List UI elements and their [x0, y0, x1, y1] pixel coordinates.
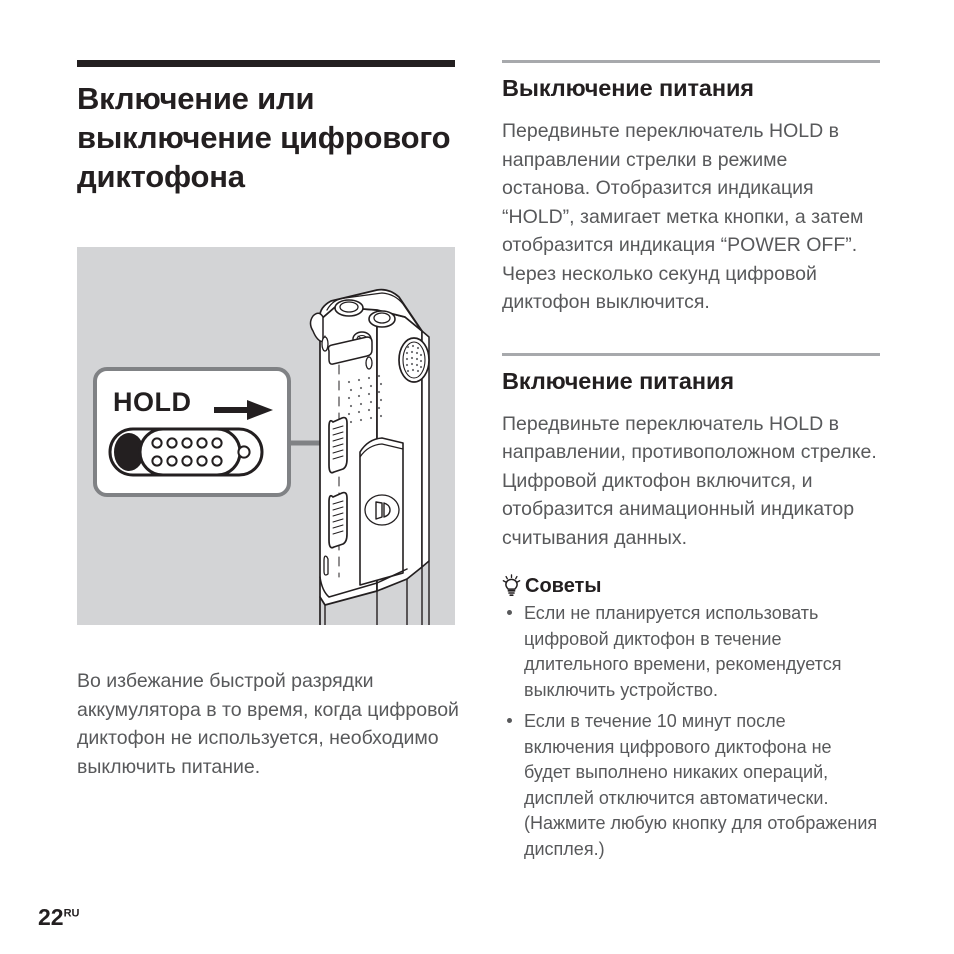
page-title: Включение или выключение цифрового диктофона [77, 81, 451, 194]
callout-hold-label: HOLD [113, 387, 192, 417]
figure-caption: Во избежание быстрой разрядки аккумулятора в то время, когда цифровой диктофон не используется, необходимо выключить питание. [77, 670, 459, 778]
list-item [502, 601, 880, 703]
tip-text: Если в течение 10 минут после включения цифрового диктофона не будет выполнено никаких операций, дисплей отключится автоматически. (Нажмите любую кнопку для отображения дисплея.) [524, 711, 878, 859]
tips-list [502, 601, 880, 862]
device-hold-switch [329, 418, 347, 473]
page-number [38, 906, 79, 929]
page-region-code: RU [63, 907, 80, 920]
chapter-rule [77, 60, 455, 67]
device-lower-switch [329, 493, 347, 548]
page-number-value: 22 [38, 904, 64, 930]
section-body-power-off: Передвиньте переключатель HOLD в направлении стрелки в режиме останова. Отобразится индикация “HOLD”, замигает метка кнопки, а затем отобразится индикация “POWER OFF”. Через несколько секунд цифровой диктофон выключится. [502, 120, 864, 313]
figure-caption-block [77, 667, 462, 781]
right-column [502, 60, 880, 868]
bullet-icon [507, 718, 512, 723]
section-rule-power-on [502, 353, 880, 356]
tips-heading [502, 574, 880, 597]
tips-label: Советы [525, 575, 602, 597]
list-item [502, 709, 880, 862]
section-title-power-off: Выключение питания [502, 75, 754, 101]
section-title-power-on: Включение питания [502, 367, 734, 394]
figure-hold-switch [77, 247, 455, 625]
section-rule-power-off [502, 60, 880, 63]
left-column [77, 60, 455, 196]
section-body-power-on: Передвиньте переключатель HOLD в направлении, противоположном стрелке. Цифровой диктофон включится, и отобразится анимационный индикатор считывания данных. [502, 412, 877, 549]
tip-text: Если не планируется использовать цифровой диктофон в течение длительного времени, рекомендуется выключить устройство. [524, 603, 842, 700]
bullet-icon [507, 610, 512, 615]
lightbulb-icon [502, 574, 521, 597]
